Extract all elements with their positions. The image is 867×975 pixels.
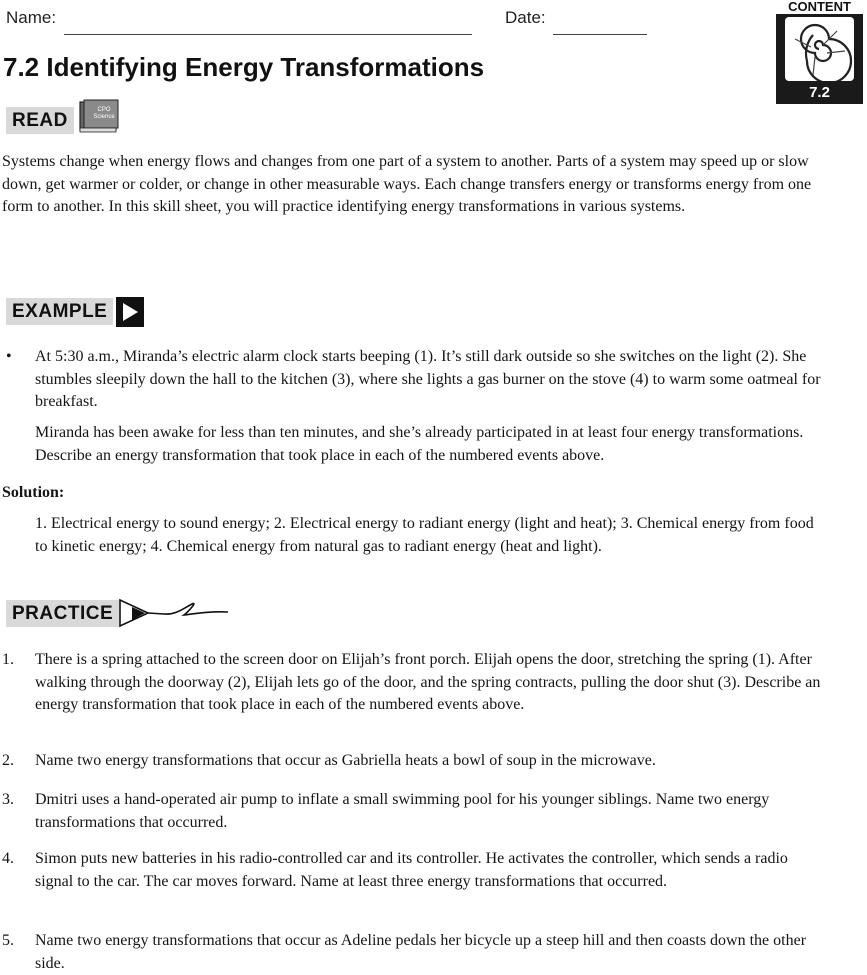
practice-item-text: There is a spring attached to the screen door on Elijah’s front porch. Elijah opens the door, stretching the spring (1). After walking through the doorway (2), Elijah lets go of the door, and the spring contracts, pulling the door shut (3). Describe an energy transformation that took place in each of the numbered events above. (35, 651, 821, 713)
date-field-line[interactable] (553, 34, 647, 35)
practice-item-number: 4. (2, 850, 14, 867)
example-bullet: • (6, 348, 12, 365)
practice-tag: PRACTICE (6, 600, 119, 627)
content-badge (776, 0, 863, 104)
read-paragraph: Systems change when energy flows and changes from one part of a system to another. Parts of a system may speed up or slow down, get warmer or colder, or change in other measurable ways. Each change transfers energy or transforms energy from one form to another. In this skill sheet, you will practice identifying energy transformations in various systems. (2, 153, 812, 215)
practice-item-text: Name two energy transformations that occur as Gabriella heats a bowl of soup in the microwave. (35, 752, 656, 769)
badge-number: 7.2 (809, 84, 830, 101)
practice-item-number: 1. (2, 651, 14, 668)
practice-item-number: 3. (2, 791, 14, 808)
practice-item-number: 2. (2, 752, 14, 769)
example-scenario: At 5:30 a.m., Miranda’s electric alarm clock starts beeping (1). It’s still dark outside so she switches on the light (2). She stumbles sleepily down the hall to the kitchen (3), where she lights a gas burner on the stove (4) to warm some oatmeal for breakfast. (35, 348, 821, 410)
page-title: 7.2 Identifying Energy Transformations (3, 52, 485, 82)
practice-item-text: Simon puts new batteries in his radio-controlled car and its controller. He activates the controller, which sends a radio signal to the car. The car moves forward. Name at least three energy transformations that occurred. (35, 850, 788, 890)
squiggle-arrow-icon (118, 598, 230, 630)
play-arrow-icon (116, 297, 144, 327)
practice-item-number: 5. (2, 932, 14, 949)
example-prompt: Miranda has been awake for less than ten minutes, and she’s already participated in at least four energy transformations. Describe an energy transformation that took place in each of the numbered events above. (35, 424, 804, 464)
solution-text: 1. Electrical energy to sound energy; 2. Electrical energy to radiant energy (light and heat); 3. Chemical energy from food to kinetic energy; 4. Chemical energy from natural gas to radiant energy (heat and light). (35, 515, 814, 555)
badge-label: CONTENT (776, 0, 863, 14)
name-label: Name: (6, 8, 57, 27)
name-field-line[interactable] (64, 34, 472, 35)
practice-item-text: Dmitri uses a hand-operated air pump to inflate a small swimming pool for his younger siblings. Name two energy transformations that occurred. (35, 791, 770, 831)
solution-label: Solution: (2, 484, 65, 501)
example-tag: EXAMPLE (6, 298, 113, 325)
date-label: Date: (505, 8, 546, 27)
book-label: CPO Science (93, 107, 115, 120)
nautilus-shell-icon (785, 17, 854, 81)
practice-item-text: Name two energy transformations that occur as Adeline pedals her bicycle up a steep hill and then coasts down the other side. (35, 932, 807, 972)
read-tag: READ (6, 107, 74, 134)
book-icon (78, 98, 120, 134)
